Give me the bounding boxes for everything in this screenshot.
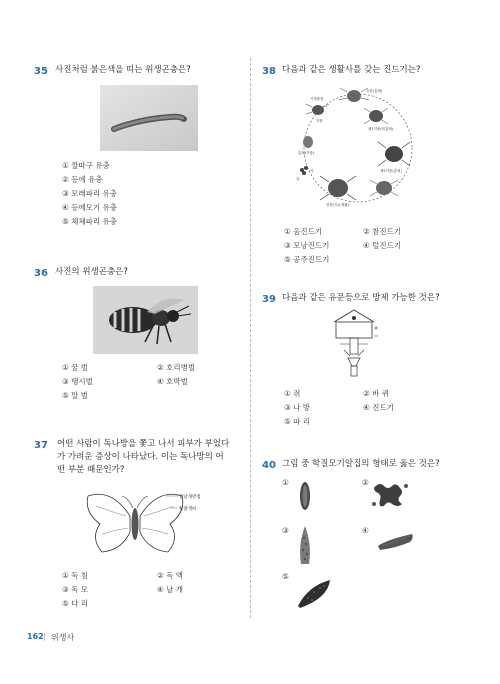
figure-label: 약 (310, 169, 314, 173)
egg-figure-2 (370, 478, 412, 512)
figure-label: 성충(자유생활) (326, 203, 350, 207)
option-3[interactable]: ③ 땡시벌 (62, 377, 93, 386)
question-text-line: 떤 부분 때문인가? (57, 465, 125, 475)
option-1[interactable]: ① 독 침 (62, 571, 88, 580)
footer-separator: | (43, 632, 46, 641)
option-4[interactable]: ④ 호박벌 (157, 377, 188, 386)
option-5[interactable]: ⑤ 파 리 (284, 417, 310, 426)
option-5[interactable]: ⑤ 말 벌 (62, 391, 88, 400)
larva-photo (100, 85, 198, 151)
question-number: 36 (34, 268, 48, 279)
question-number: 35 (34, 66, 48, 77)
option-5[interactable]: ⑤ 체체파리 유충 (62, 217, 117, 226)
question-number: 37 (34, 440, 48, 451)
figure-label: 흡혈(약충) (298, 151, 315, 155)
question-number: 39 (262, 294, 276, 305)
option-1[interactable]: ① (282, 478, 289, 487)
egg-figure-5 (294, 576, 334, 610)
question-text: 다음과 같은 생활사를 갖는 진드기는? (282, 65, 421, 75)
moth-figure (82, 486, 218, 562)
option-3[interactable]: ③ 독 모 (62, 585, 88, 594)
question-number: 38 (262, 66, 276, 77)
option-5[interactable]: ⑤ (282, 572, 289, 581)
option-3[interactable]: ③ 모래파리 유충 (62, 189, 117, 198)
figure-label: 앞날개반점 (179, 495, 201, 500)
option-1[interactable]: ① 옴진드기 (284, 227, 323, 236)
light-trap-figure (326, 308, 384, 378)
option-4[interactable]: ④ (362, 526, 369, 535)
wasp-photo (93, 286, 198, 354)
option-4[interactable]: ④ 등에모기 유충 (62, 203, 117, 212)
option-1[interactable]: ① 쥐 (284, 389, 301, 398)
column-divider (250, 58, 251, 618)
page-number: 162 (27, 632, 44, 641)
question-text: 사진의 위생곤충은? (55, 267, 128, 277)
figure-label: 황갈색띠 (179, 507, 197, 512)
option-1[interactable]: ① 꿀 벌 (62, 363, 88, 372)
option-4[interactable]: ④ 털진드기 (363, 241, 402, 250)
option-2[interactable]: ② 등에 유충 (62, 175, 103, 184)
option-3[interactable]: ③ 모낭진드기 (284, 241, 330, 250)
option-4[interactable]: ④ 날 개 (157, 585, 183, 594)
egg-figure-1 (294, 480, 316, 512)
figure-label: 유충(흡혈) (366, 89, 383, 93)
option-2[interactable]: ② 독 액 (157, 571, 183, 580)
question-text-line: 가 가려운 증상이 나타났다. 이는 독나방의 어 (57, 452, 224, 462)
figure-label: 알 (296, 177, 300, 181)
tick-lifecycle-diagram (292, 80, 424, 218)
option-3[interactable]: ③ 나 방 (284, 403, 310, 412)
option-1[interactable]: ① 깔따구 유충 (62, 161, 110, 170)
question-text: 그림 중 학질모기알집의 형태로 옳은 것은? (282, 459, 440, 469)
question-number: 40 (262, 460, 276, 471)
option-5[interactable]: ⑤ 공주진드기 (284, 255, 330, 264)
question-text-line: 어떤 사람이 독나방을 쫓고 나서 피부가 부었다 (57, 439, 230, 449)
figure-label: 제1약충(비흡혈) (368, 127, 394, 131)
option-3[interactable]: ③ (282, 526, 289, 535)
figure-label: 약충 (316, 119, 323, 123)
option-2[interactable]: ② (362, 478, 369, 487)
question-text: 사진처럼 붉은색을 띠는 위생곤충은? (55, 65, 191, 75)
egg-figure-3 (294, 524, 316, 566)
question-text: 다음과 같은 유문등으로 방제 가능한 것은? (282, 293, 440, 303)
footer-title: 위생사 (51, 633, 75, 642)
option-4[interactable]: ④ 진드기 (363, 403, 394, 412)
figure-label: 제2약충(흡혈) (380, 169, 402, 173)
figure-label: 기생충형 (310, 97, 324, 101)
option-2[interactable]: ② 호리병벌 (157, 363, 196, 372)
egg-figure-4 (376, 530, 416, 552)
option-2[interactable]: ② 바 퀴 (363, 389, 389, 398)
option-2[interactable]: ② 참진드기 (363, 227, 402, 236)
option-5[interactable]: ⑤ 다 리 (62, 599, 88, 608)
